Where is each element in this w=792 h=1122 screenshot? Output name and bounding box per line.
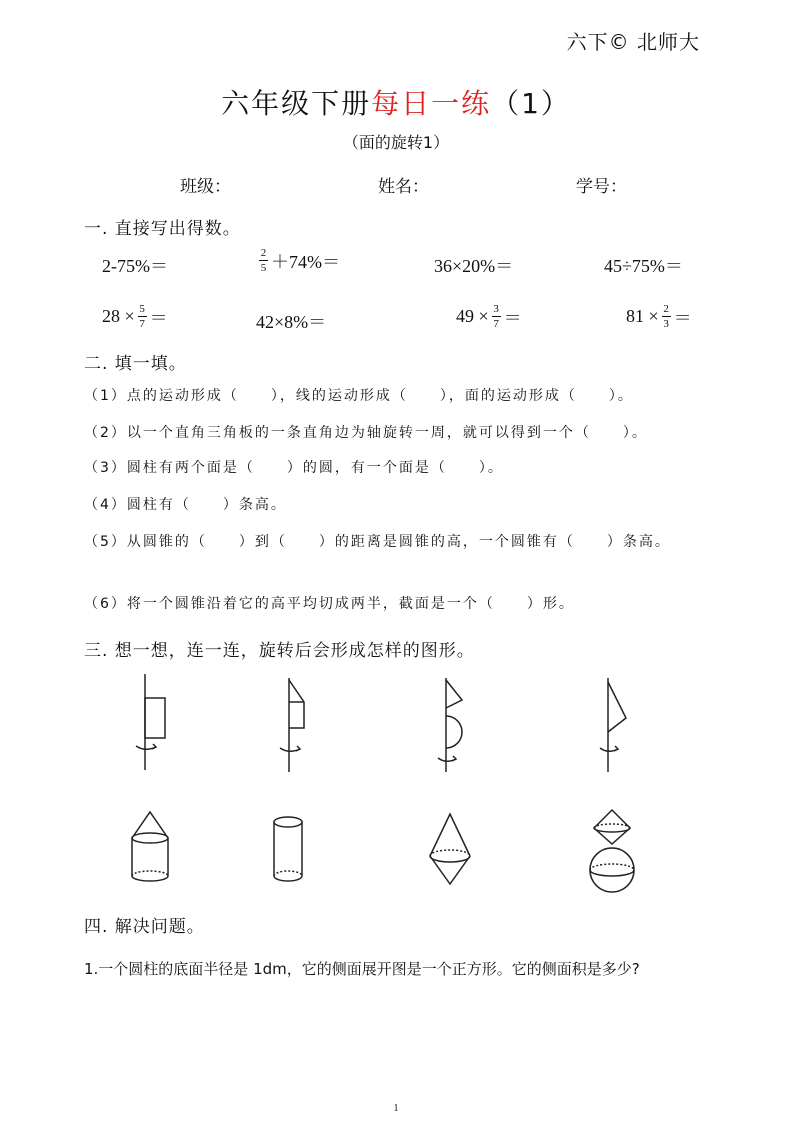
fraction: $\frac{2}{3}$ [663,303,669,330]
number-field: 学号： [576,177,627,197]
class-field: 班级： [180,177,231,197]
calc-6: 42×8%＝ [256,312,327,332]
section4-heading: 四. 解决问题。 [84,917,205,937]
title-highlight: 每日一练 [371,87,492,120]
problem-1: 1.一个圆柱的底面半径是 1dm，它的侧面展开图是一个正方形。它的侧面积是多少? [84,960,640,978]
calc-5: 28 × $\frac{5}{7}$ ＝ [102,303,168,330]
title-prefix: 六年级下册 [221,87,372,120]
calc-8: 81 × $\frac{2}{3}$ ＝ [626,303,692,330]
calc-3: 36×20%＝ [434,256,514,276]
triangle-semicircle-axis-figure [428,676,488,776]
fill-question-3: （3）圆柱有两个面是（ ）的圆，有一个面是（ ）。 [84,460,504,476]
fill-question-1: （1）点的运动形成（ ），线的运动形成（ ），面的运动形成（ ）。 [84,388,634,404]
page-subtitle: （面的旋转1） [342,133,450,152]
fill-question-4: （4）圆柱有（ ）条高。 [84,497,287,513]
triangle-axis-figure [592,676,652,776]
double-cone-sphere-figure [584,806,644,896]
double-cone-figure [420,812,480,892]
fill-question-2: （2）以一个直角三角板的一条直角边为轴旋转一周，就可以得到一个（ ）。 [84,425,648,441]
section2-heading: 二. 填一填。 [84,354,187,374]
page-title [0,82,792,122]
name-field: 姓名： [378,177,429,197]
rectangle-axis-figure [120,672,180,772]
fill-question-6: （6）将一个圆锥沿着它的高平均切成两半，截面是一个（ ）形。 [84,596,575,612]
calc-4: 45÷75%＝ [604,256,683,276]
fraction: $\frac{5}{7}$ [139,303,145,330]
section3-heading: 三. 想一想，连一连，旋转后会形成怎样的图形。 [84,641,475,661]
cylinder-figure [264,814,324,894]
fill-question-5: （5）从圆锥的（ ）到（ ）的距离是圆锥的高，一个圆锥有（ ）条高。 [84,534,671,550]
calc-7: 49 × $\frac{3}{7}$ ＝ [456,303,522,330]
section1-heading: 一. 直接写出得数。 [84,219,241,239]
fraction: $\frac{2}{5}$ [260,247,267,274]
header-tag: 六下© 北师大 [566,30,700,54]
calc-2: $\frac{2}{5}$ ＋74%＝ [260,247,340,274]
trapezoid-axis-figure [264,676,324,776]
cone-on-cylinder-figure [124,810,184,890]
title-suffix: （1） [491,87,571,120]
page-number: 1 [393,1103,399,1114]
fraction: $\frac{3}{7}$ [493,303,499,330]
calc-1: 2-75%＝ [102,256,168,276]
